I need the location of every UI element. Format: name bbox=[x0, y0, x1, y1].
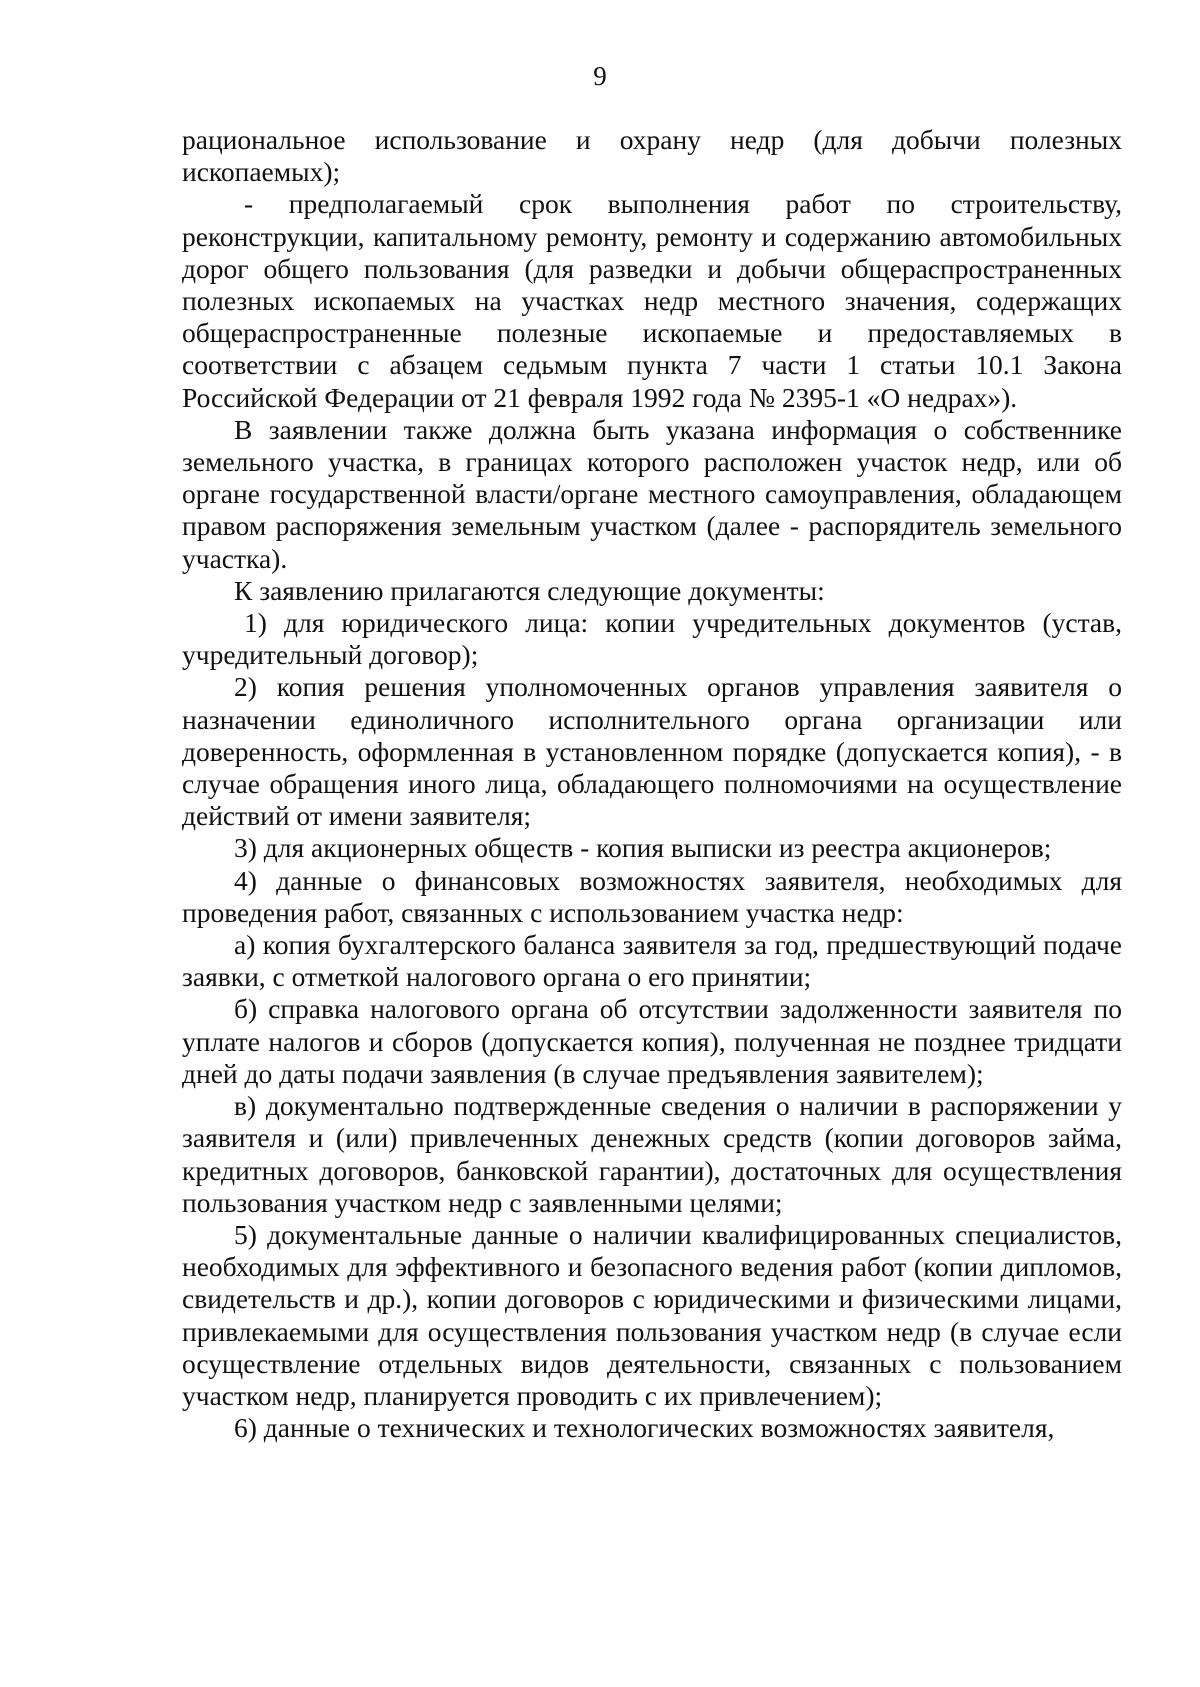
page-number: 9 bbox=[593, 61, 607, 91]
document-body bbox=[182, 124, 1122, 1444]
list-item-3: 3) для акционерных обществ - копия выписки из реестра акционеров; bbox=[234, 832, 1052, 864]
list-item-4c: в) документально подтвержденные сведения о наличии в распоряжении у заявителя и (или) привлеченных денежных средств (копии договоров займа, кредитных договоров, банковской гарантии), достаточных для осуществления пользования участком недр с заявленными целями; bbox=[182, 1090, 1122, 1218]
list-item-4a: а) копия бухгалтерского баланса заявителя за год, предшествующий подаче заявки, с отметкой налогового органа о его принятии; bbox=[182, 929, 1122, 993]
list-item-5: 5) документальные данные о наличии квалифицированных специалистов, необходимых для эффективного и безопасного ведения работ (копии дипломов, свидетельств и др.), копии договоров с юридическими и физическими лицами, привлекаемыми для осуществления пользования участком недр (в случае если осуществление отдельных видов деятельности, связанных с пользованием участком недр, планируется проводить с их привлечением); bbox=[182, 1218, 1122, 1411]
paragraph-documents-intro: К заявлению прилагаются следующие документы: bbox=[234, 574, 825, 606]
list-item-4: 4) данные о финансовых возможностях заявителя, необходимых для проведения работ, связанных с использованием участка недр: bbox=[182, 864, 1122, 928]
paragraph-work-term: - предполагаемый срок выполнения работ по строительству, реконструкции, капитальному ремонту, ремонту и содержанию автомобильных дорог общего пользования (для разведки и добычи общераспространенных полезных ископаемых на участках недр местного значения, содержащих общераспространенные полезные ископаемые и предоставляемых в соответствии с абзацем седьмым пункта 7 части 1 статьи 10.1 Закона Российской Федерации от 21 февраля 1992 года № 2395-1 «О недрах»). bbox=[182, 188, 1122, 413]
list-item-6: 6) данные о технических и технологических возможностях заявителя, bbox=[234, 1412, 1055, 1444]
paragraph-continuation: рациональное использование и охрану недр (для добычи полезных ископаемых); bbox=[182, 124, 1122, 188]
list-item-4b: б) справка налогового органа об отсутствии задолженности заявителя по уплате налогов и сборов (допускается копия), полученная не позднее тридцати дней до даты подачи заявления (в случае предъявления заявителем); bbox=[182, 993, 1122, 1089]
paragraph-land-owner-info: В заявлении также должна быть указана информация о собственнике земельного участка, в границах которого расположен участок недр, или об органе государственной власти/органе местного самоуправления, обладающем правом распоряжения земельным участком (далее - распорядитель земельного участка). bbox=[182, 413, 1122, 574]
list-item-2: 2) копия решения уполномоченных органов управления заявителя о назначении единоличного исполнительного органа организации или доверенность, оформленная в установленном порядке (допускается копия), - в случае обращения иного лица, обладающего полномочиями на осуществление действий от имени заявителя; bbox=[182, 671, 1122, 832]
list-item-1: 1) для юридического лица: копии учредительных документов (устав, учредительный договор); bbox=[182, 607, 1122, 671]
